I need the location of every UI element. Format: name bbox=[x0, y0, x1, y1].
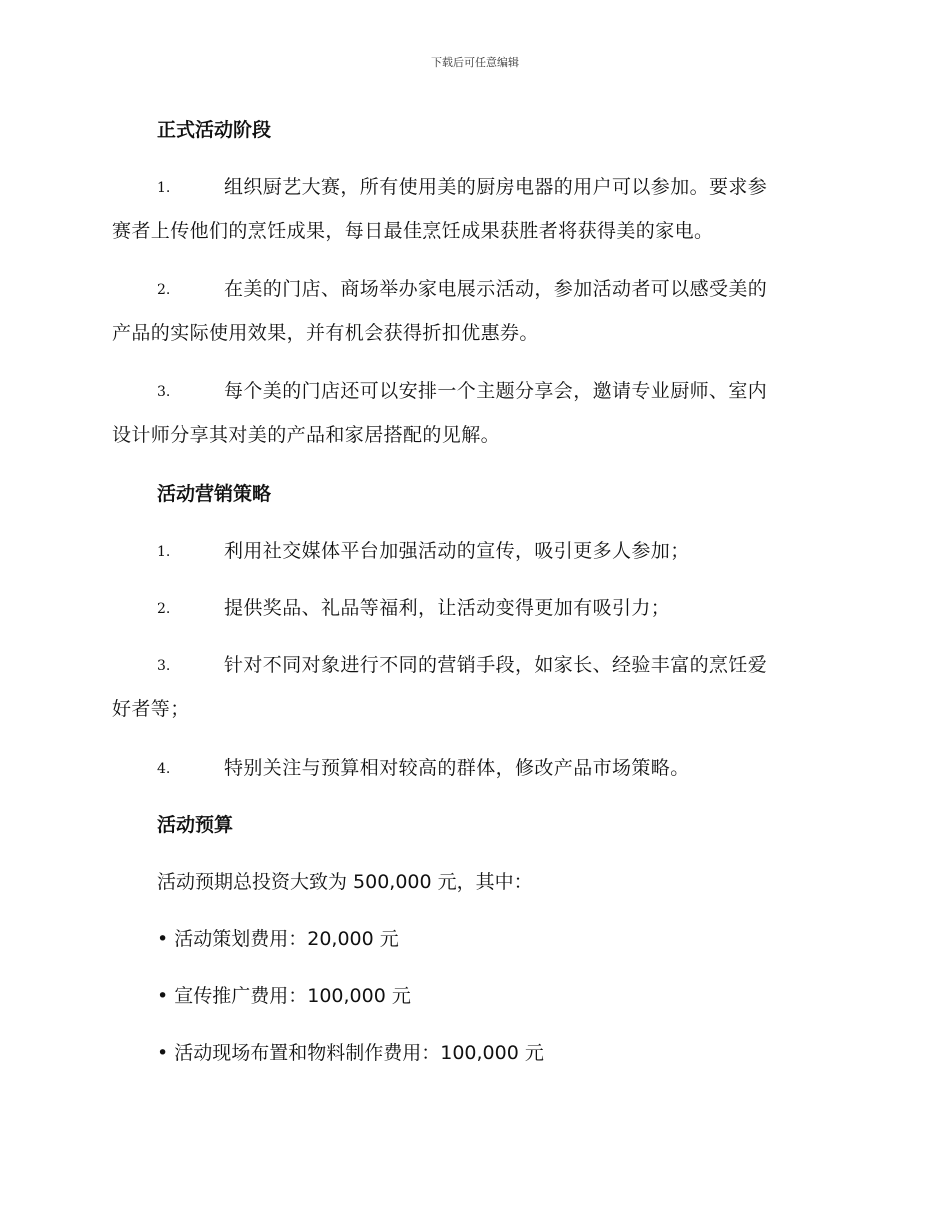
list-item-line: 每个美的门店还可以安排一个主题分享会，邀请专业厨师、室内 bbox=[224, 380, 768, 402]
section-title-marketing-strategy: 活动营销策略 bbox=[157, 483, 272, 505]
section-title-budget: 活动预算 bbox=[157, 814, 234, 836]
budget-bullet: • 宣传推广费用：100,000 元 bbox=[157, 985, 411, 1007]
list-item-line: 产品的实际使用效果，并有机会获得折扣优惠券。 bbox=[112, 322, 539, 344]
list-item-line: 设计师分享其对美的产品和家居搭配的见解。 bbox=[112, 424, 501, 446]
list-item-line: 好者等； bbox=[112, 698, 190, 720]
list-number: 1. bbox=[157, 180, 171, 196]
section-title-formal-activity: 正式活动阶段 bbox=[157, 119, 272, 141]
list-item-line: 在美的门店、商场举办家电展示活动，参加活动者可以感受美的 bbox=[224, 278, 768, 300]
list-number: 3. bbox=[157, 384, 171, 400]
budget-bullet: • 活动策划费用：20,000 元 bbox=[157, 928, 399, 950]
budget-intro: 活动预期总投资大致为 500,000 元，其中： bbox=[157, 871, 533, 893]
list-number: 2. bbox=[157, 601, 171, 617]
list-item-line: 特别关注与预算相对较高的群体，修改产品市场策略。 bbox=[224, 757, 690, 779]
list-number: 4. bbox=[157, 761, 171, 777]
list-item-line: 利用社交媒体平台加强活动的宣传，吸引更多人参加； bbox=[224, 540, 690, 562]
list-item-line: 针对不同对象进行不同的营销手段，如家长、经验丰富的烹饪爱 bbox=[224, 654, 768, 676]
list-number: 3. bbox=[157, 658, 171, 674]
list-item-line: 提供奖品、礼品等福利，让活动变得更加有吸引力； bbox=[224, 597, 671, 619]
list-item-line: 组织厨艺大赛，所有使用美的厨房电器的用户可以参加。要求参 bbox=[224, 176, 768, 198]
list-item-line: 赛者上传他们的烹饪成果，每日最佳烹饪成果获胜者将获得美的家电。 bbox=[112, 220, 714, 242]
list-number: 1. bbox=[157, 544, 171, 560]
page-header: 下载后可任意编辑 bbox=[431, 56, 519, 69]
budget-bullet: • 活动现场布置和物料制作费用：100,000 元 bbox=[157, 1042, 544, 1064]
list-number: 2. bbox=[157, 282, 171, 298]
